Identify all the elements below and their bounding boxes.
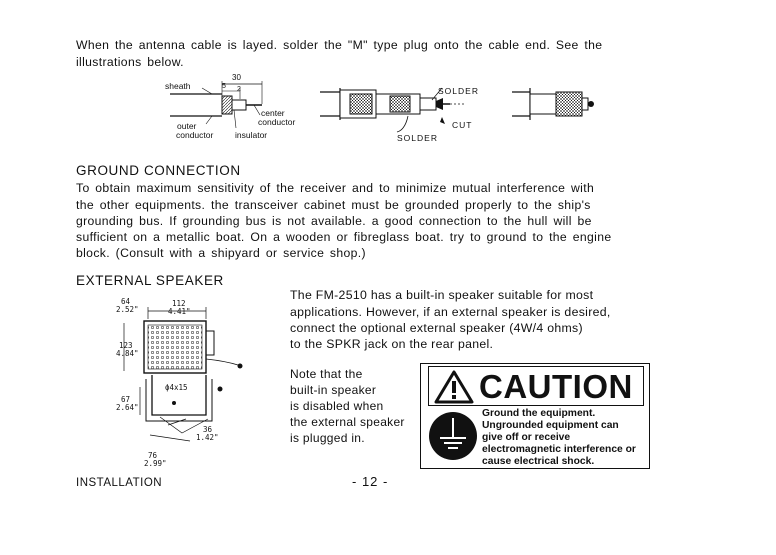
ground-heading: GROUND CONNECTION: [76, 163, 241, 178]
caution-line-4: electromagnetic interference or: [482, 444, 636, 455]
note-line-3: is disabled when: [290, 399, 384, 413]
dim-64: 64: [121, 297, 131, 306]
intro-line-2: illustrations below.: [76, 55, 184, 69]
caution-text: [482, 408, 636, 468]
ground-line-1: To obtain maximum sensitivity of the receiver and to minimize mutual interference with: [76, 181, 595, 195]
speaker-dimension-drawing: [110, 295, 260, 465]
note-line-5: is plugged in.: [290, 431, 365, 445]
caution-title-box: [428, 366, 644, 406]
speaker-heading: EXTERNAL SPEAKER: [76, 273, 224, 288]
finished-plug-illustration: [512, 88, 594, 120]
ground-symbol-icon: [428, 411, 478, 461]
label-dim-30: 30: [232, 73, 241, 82]
caution-line-2: Ungrounded equipment can: [482, 420, 619, 431]
speaker-line-2: applications. However, if an external speaker is desired,: [290, 305, 611, 319]
dim-123: 123: [119, 341, 133, 350]
intro-line-1: When the antenna cable is layed. solder the "M" type plug onto the cable end. See the: [76, 38, 603, 52]
ground-line-4: sufficient on a metallic boat. On a wooden or fibreglass boat. try to ground to the engine: [76, 230, 612, 244]
cable-preparation-diagram: [150, 72, 620, 147]
ground-line-3: grounding bus. If grounding bus is not available. a good connection to the hull will be: [76, 214, 592, 228]
label-outer-conductor: conductor: [176, 130, 214, 140]
caution-line-3: give off or receive: [482, 432, 571, 443]
note-line-2: built-in speaker: [290, 383, 377, 397]
label-solder-bottom: SOLDER: [397, 133, 438, 143]
dim-112: 112: [172, 299, 186, 308]
warning-triangle-icon: [434, 370, 474, 404]
label-dim-5: 5: [222, 83, 226, 90]
label-sheath: sheath: [165, 81, 191, 91]
dim-4x15: ϕ4x15: [165, 383, 188, 392]
caution-line-5: cause electrical shock.: [482, 456, 595, 467]
dim-76: 76: [148, 451, 158, 460]
caution-box: [420, 363, 650, 469]
dim-142: 1.42": [196, 433, 219, 442]
dim-252: 2.52": [116, 305, 139, 314]
label-center: center: [261, 108, 285, 118]
dim-36: 36: [203, 425, 213, 434]
dim-441: 4.41": [168, 307, 191, 316]
caution-title: CAUTION: [479, 368, 633, 405]
label-cut: CUT: [452, 120, 473, 130]
note-line-4: the external speaker: [290, 415, 405, 429]
label-dim-2: 2: [237, 86, 241, 93]
page-number: - 12 -: [352, 474, 389, 489]
label-center-conductor: conductor: [258, 117, 296, 127]
dim-484: 4.84": [116, 349, 139, 358]
label-insulator: insulator: [235, 130, 268, 140]
dim-67: 67: [121, 395, 131, 404]
ground-line-2: the other equipments. the transceiver cabinet must be grounded properly to the ship's: [76, 198, 591, 212]
speaker-line-4: to the SPKR jack on the rear panel.: [290, 337, 494, 351]
dim-264: 2.64": [116, 403, 139, 412]
label-outer: outer: [177, 121, 197, 131]
note-line-1: Note that the: [290, 367, 363, 381]
speaker-line-1: The FM-2510 has a built-in speaker suitable for most: [290, 288, 594, 302]
dim-299: 2.99": [144, 459, 167, 468]
speaker-line-3: connect the optional external speaker (4W/4 ohms): [290, 321, 583, 335]
footer-section-label: INSTALLATION: [76, 477, 163, 489]
caution-line-1: Ground the equipment.: [482, 408, 596, 419]
ground-line-5: block. (Consult with a shipyard or service shop.): [76, 246, 366, 260]
label-solder-top: SOLDER: [438, 86, 479, 96]
